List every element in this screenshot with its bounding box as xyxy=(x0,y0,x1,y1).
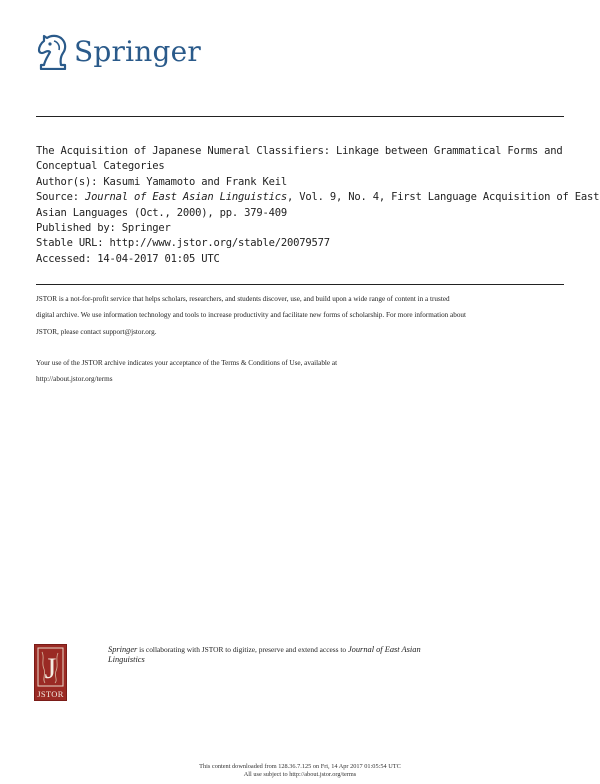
terms-line-1: Your use of the JSTOR archive indicates your acceptance of the Terms & Conditions of Use, available at xyxy=(36,359,338,367)
article-stable-url[interactable]: Stable URL: http://www.jstor.org/stable/20079577 xyxy=(36,237,330,250)
article-source: Source: Journal of East Asian Linguistics, Vol. 9, No. 4, First Language Acquisition of East xyxy=(36,191,600,204)
jstor-notice xyxy=(36,291,564,340)
collab-publisher: Springer xyxy=(108,645,138,654)
jstor-logo-text: JSTOR xyxy=(37,689,64,699)
article-title-line-1: The Acquisition of Japanese Numeral Classifiers: Linkage between Grammatical Forms and xyxy=(36,145,563,157)
jstor-logo-letter: J xyxy=(44,652,57,685)
terms-notice xyxy=(36,355,564,388)
article-accessed: Accessed: 14-04-2017 01:05 UTC xyxy=(36,252,220,265)
header-divider xyxy=(36,116,564,117)
collab-journal-line-2: Linguistics xyxy=(108,655,145,664)
notice-divider xyxy=(36,284,564,285)
terms-link[interactable]: http://about.jstor.org/terms xyxy=(36,375,113,384)
springer-wordmark: Springer xyxy=(74,35,201,68)
download-info: This content downloaded from 128.36.7.125 on Fri, 14 Apr 2017 01:05:54 UTC xyxy=(199,763,401,770)
jstor-j-icon xyxy=(35,645,66,700)
article-publisher: Published by: Springer xyxy=(36,222,171,235)
knight-chess-piece-icon xyxy=(36,34,70,70)
collab-journal: Journal of East Asian xyxy=(347,645,421,654)
notice-line-2: digital archive. We use information technology and tools to increase productivity and facilitate new forms of scholarship. For more information about xyxy=(36,311,467,320)
notice-line-3: JSTOR, please contact support@jstor.org. xyxy=(36,327,157,336)
terms-footer[interactable]: All use subject to http://about.jstor.org/terms xyxy=(243,771,357,778)
article-authors: Author(s): Kasumi Yamamoto and Frank Keil xyxy=(36,175,287,188)
collaboration-statement: Springer is collaborating with JSTOR to digitize, preserve and extend access to Journal of East Asian Linguistics xyxy=(108,645,421,664)
article-title-line-2: Conceptual Categories xyxy=(36,160,165,173)
springer-logo xyxy=(36,32,201,72)
source-journal: Journal of East Asian Linguistics xyxy=(84,191,287,204)
article-metadata xyxy=(36,144,600,267)
notice-line-1: JSTOR is a not-for-profit service that helps scholars, researchers, and students discover, use, and build upon a wide range of content in a trusted xyxy=(36,295,450,303)
jstor-logo xyxy=(34,644,67,701)
article-source-line-2: Asian Languages (Oct., 2000), pp. 379-409 xyxy=(36,206,287,219)
